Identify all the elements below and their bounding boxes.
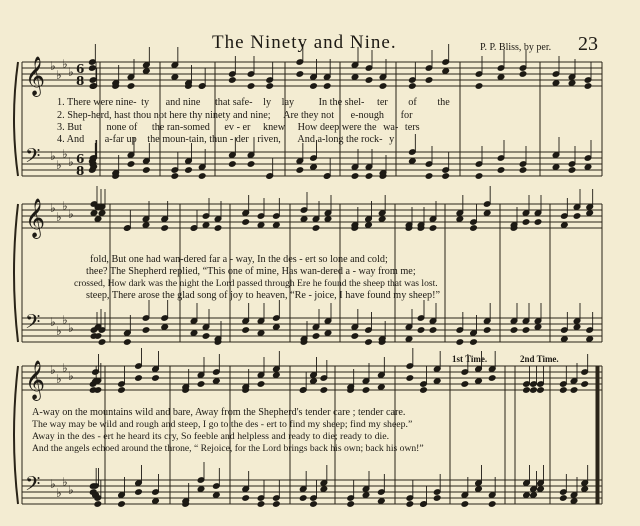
note-head [127, 83, 135, 90]
note-head [560, 495, 568, 502]
note-head [561, 336, 569, 343]
note-head [273, 372, 281, 379]
note-head [351, 173, 359, 180]
note-head [483, 210, 491, 217]
note-head [143, 167, 151, 174]
note-head [405, 336, 413, 343]
note-head [257, 501, 265, 508]
note-head [242, 495, 250, 502]
note-head [310, 164, 318, 171]
note-head [379, 83, 387, 90]
flat-icon: ♭ [62, 57, 68, 71]
note-head [488, 375, 496, 382]
flat-icon: ♭ [56, 372, 62, 386]
flat-icon: ♭ [50, 59, 56, 73]
note-head [142, 222, 150, 229]
flat-icon: ♭ [68, 483, 74, 497]
note-head [266, 83, 274, 90]
note-head [561, 222, 569, 229]
note-head [552, 80, 560, 87]
note-head [586, 210, 594, 217]
note-head [475, 378, 483, 385]
bass-clef-icon: 𝄢 [25, 144, 41, 172]
note-head [94, 216, 102, 223]
note-head [171, 74, 179, 81]
note-head [475, 173, 483, 180]
note-head [475, 486, 483, 493]
note-head [429, 225, 437, 232]
note-head [470, 339, 478, 346]
note-head [202, 333, 210, 340]
note-head [581, 486, 589, 493]
note-head [365, 339, 373, 346]
note-head [378, 384, 386, 391]
flat-icon: ♭ [62, 475, 68, 489]
note-head [442, 68, 450, 75]
lyric-line-11: Away in the des - ert he heard its cry, So feeble and helpless and ready to die; ready to die. [32, 431, 390, 442]
note-head [257, 330, 265, 337]
note-head [257, 222, 265, 229]
flat-icon: ♭ [56, 210, 62, 224]
flat-icon: ♭ [68, 155, 74, 169]
system-brace [14, 204, 18, 342]
note-head [127, 161, 135, 168]
note-head [365, 222, 373, 229]
flat-icon: ♭ [62, 147, 68, 161]
flat-icon: ♭ [68, 369, 74, 383]
system-brace [14, 62, 18, 176]
lyric-line-10: The way may be wild and rough and steep, I go to the des - ert to find my sheep; find my sheep.” [32, 419, 413, 430]
note-head [586, 336, 594, 343]
flat-icon: ♭ [56, 486, 62, 500]
note-head [312, 225, 320, 232]
note-head [296, 167, 304, 174]
note-head [213, 492, 221, 499]
bass-clef-icon: 𝄢 [25, 310, 41, 338]
flat-icon: ♭ [68, 65, 74, 79]
time-signature-top: 6 [76, 62, 85, 76]
note-head [190, 330, 198, 337]
note-head [560, 387, 568, 394]
note-head [433, 378, 441, 385]
note-head [242, 219, 250, 226]
flat-icon: ♭ [62, 313, 68, 327]
note-head [124, 339, 132, 346]
note-head [573, 324, 581, 331]
note-head [142, 327, 150, 334]
lyric-line-4: 4. And a-far up the moun-tain, thun - der riven, And a-long the rock- y [57, 134, 395, 145]
note-head [324, 330, 332, 337]
note-head [320, 486, 328, 493]
note-head [378, 498, 386, 505]
note-head [324, 216, 332, 223]
note-head [530, 492, 538, 499]
note-head [534, 324, 542, 331]
note-head [310, 378, 318, 385]
note-head [161, 225, 169, 232]
note-head [362, 492, 370, 499]
note-head [273, 501, 281, 508]
flat-icon: ♭ [62, 199, 68, 213]
note-head [135, 489, 143, 496]
flat-icon: ♭ [50, 149, 56, 163]
note-head [510, 327, 518, 334]
note-head [568, 167, 576, 174]
note-head [522, 327, 530, 334]
note-head [581, 381, 589, 388]
note-head [299, 495, 307, 502]
note-head [534, 219, 542, 226]
note-head [409, 158, 417, 165]
lyric-line-6: thee? The Shepherd replied, “This one of mine, Has wan-dered a - way from me; [86, 266, 416, 277]
lyric-line-5: fold, But one had wan-dered far a - way, In the des - ert so lone and cold; [90, 254, 388, 265]
note-head [429, 327, 437, 334]
note-head [143, 68, 151, 75]
note-head [312, 333, 320, 340]
flat-icon: ♭ [56, 68, 62, 82]
treble-clef-icon: 𝄞 [25, 360, 46, 400]
note-head [519, 71, 527, 78]
lyric-line-1: 1. There were nine- ty and nine that safe- ly lay In the shel- ter of the [57, 97, 450, 108]
note-head [570, 387, 578, 394]
note-head [522, 219, 530, 226]
flat-icon: ♭ [68, 321, 74, 335]
time-signature-top: 6 [76, 152, 85, 166]
note-head [584, 83, 592, 90]
composer-credit: P. P. Bliss, by per. [480, 42, 552, 53]
note-head [273, 222, 281, 229]
note-head [229, 161, 237, 168]
note-head [171, 173, 179, 180]
note-head [213, 378, 221, 385]
note-head [497, 167, 505, 174]
note-head [568, 80, 576, 87]
system-brace [14, 366, 18, 504]
flat-icon: ♭ [50, 363, 56, 377]
note-head [365, 77, 373, 84]
lyric-line-12: And the angels echoed around the throne, “ Rejoice, for the Lord brings back his own; back his own!” [32, 443, 424, 454]
note-head [433, 495, 441, 502]
treble-clef-icon: 𝄞 [25, 198, 46, 238]
note-head [475, 83, 483, 90]
note-head [118, 501, 126, 508]
note-head [456, 216, 464, 223]
note-head [406, 501, 414, 508]
flat-icon: ♭ [50, 477, 56, 491]
note-head [552, 164, 560, 171]
note-head [152, 498, 160, 505]
note-head [198, 173, 206, 180]
note-head [488, 501, 496, 508]
note-head [537, 387, 545, 394]
note-head [417, 327, 425, 334]
note-head [519, 167, 527, 174]
note-head [89, 65, 97, 72]
note-head [530, 387, 538, 394]
page-number: 23 [578, 33, 598, 55]
note-head [523, 387, 531, 394]
note-head [310, 501, 318, 508]
note-head [197, 486, 205, 493]
note-head [483, 327, 491, 334]
note-head [242, 327, 250, 334]
bass-clef-icon: 𝄢 [25, 472, 41, 500]
lyric-line-2: 2. Shep-herd, hast thou not here thy ninety and nine; Are they not e-nough for [57, 110, 413, 121]
note-head [320, 387, 328, 394]
note-head [523, 492, 531, 499]
time-signature-bottom: 8 [76, 164, 85, 178]
note-head [257, 381, 265, 388]
note-head [461, 381, 469, 388]
flat-icon: ♭ [50, 201, 56, 215]
note-head [470, 225, 478, 232]
note-head [94, 501, 102, 508]
flat-icon: ♭ [62, 361, 68, 375]
flat-icon: ♭ [56, 324, 62, 338]
hymn-title: The Ninety and Nine. [212, 32, 397, 53]
time-signature-bottom: 8 [76, 74, 85, 88]
note-head [351, 333, 359, 340]
note-head [365, 173, 373, 180]
note-head [537, 486, 545, 493]
lyric-line-9: A-way on the mountains wild and bare, Away from the Shepherd's tender care ; tender care. [32, 407, 406, 418]
note-head [425, 77, 433, 84]
flat-icon: ♭ [68, 207, 74, 221]
treble-clef-icon: 𝄞 [25, 56, 46, 96]
note-head [185, 167, 193, 174]
note-head [214, 225, 222, 232]
note-head [98, 210, 106, 217]
note-head [573, 213, 581, 220]
note-head [135, 375, 143, 382]
flat-icon: ♭ [50, 315, 56, 329]
note-head [584, 164, 592, 171]
first-ending-label: 1st Time. [452, 354, 488, 364]
note-head [425, 173, 433, 180]
note-head [362, 387, 370, 394]
note-head [378, 216, 386, 223]
note-head [351, 74, 359, 81]
note-head [310, 83, 318, 90]
lyric-line-3: 3. But none of the ran-somed ev - er knew How deep were the wa- ters [57, 122, 420, 133]
flat-icon: ♭ [56, 158, 62, 172]
note-head [406, 375, 414, 382]
note-head [409, 83, 417, 90]
note-head [118, 387, 126, 394]
note-head [323, 83, 331, 90]
second-ending-label: 2nd Time. [520, 354, 559, 364]
note-head [420, 387, 428, 394]
note-head [300, 216, 308, 223]
note-head [197, 381, 205, 388]
lyric-line-8: steep, There arose the glad song of joy to heaven, “Re - joice, I have found my sheep!” [86, 290, 440, 301]
note-head [570, 498, 578, 505]
note-head [202, 222, 210, 229]
note-head [98, 339, 106, 346]
note-head [347, 501, 355, 508]
note-head [90, 210, 98, 217]
note-head [152, 375, 160, 382]
note-head [461, 501, 469, 508]
lyric-line-7: crossed, How dark was the night the Lord passed through Ere he found the sheep that was lost. [74, 278, 438, 289]
note-head [247, 161, 255, 168]
note-head [296, 71, 304, 78]
note-head [247, 83, 255, 90]
note-head [273, 324, 281, 331]
note-head [161, 324, 169, 331]
note-head [442, 173, 450, 180]
note-head [497, 74, 505, 81]
note-head [456, 339, 464, 346]
note-head [229, 77, 237, 84]
